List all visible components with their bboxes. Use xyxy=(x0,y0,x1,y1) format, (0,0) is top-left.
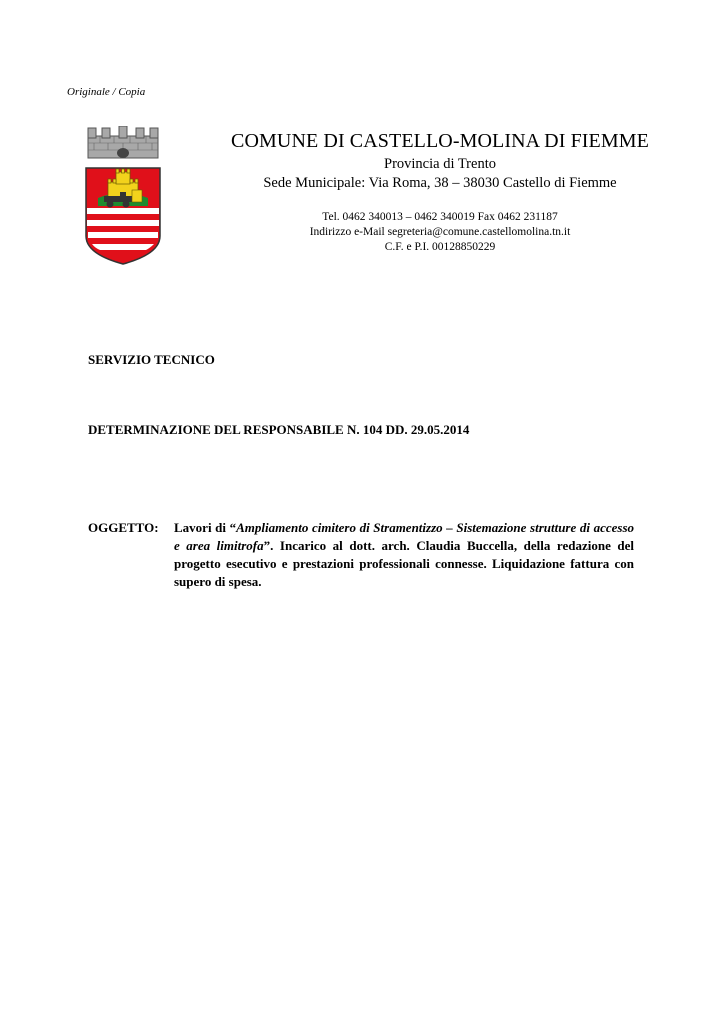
municipal-coat-of-arms-icon xyxy=(80,126,166,266)
service-heading: SERVIZIO TECNICO xyxy=(88,352,215,367)
tax-code-line: C.F. e P.I. 00128850229 xyxy=(384,241,496,253)
subject-prefix: Lavori di “ xyxy=(174,520,237,535)
subject-block xyxy=(88,519,634,591)
address-line: Sede Municipale: Via Roma, 38 – 38030 Castello di Fiemme xyxy=(263,175,617,191)
crown-icon xyxy=(88,126,158,158)
subject-italic-title: Ampliamento cimitero di Stramentizzo – Sistemazione strutture di accesso e area limitrofa xyxy=(174,520,635,553)
municipality-header xyxy=(180,128,700,255)
subject-text xyxy=(174,519,634,591)
phone-line: Tel. 0462 340013 – 0462 340019 Fax 0462 231187 xyxy=(322,211,558,223)
email-line: Indirizzo e-Mail segreteria@comune.castellomolina.tn.it xyxy=(309,226,571,238)
subject-suffix: ”. Incarico al dott. arch. Claudia Buccella, della redazione del progetto esecutivo e prestazioni professionali connesse. Liquidazione fattura con supero di spesa. xyxy=(174,538,635,589)
province-line: Provincia di Trento xyxy=(384,156,496,172)
contact-block xyxy=(180,210,700,255)
municipality-title: COMUNE DI CASTELLO-MOLINA DI FIEMME xyxy=(231,130,649,152)
determination-heading: DETERMINAZIONE DEL RESPONSABILE N. 104 DD. 29.05.2014 xyxy=(88,422,470,437)
original-copy-label: Originale / Copia xyxy=(67,86,146,98)
subject-label: OGGETTO: xyxy=(88,520,159,535)
